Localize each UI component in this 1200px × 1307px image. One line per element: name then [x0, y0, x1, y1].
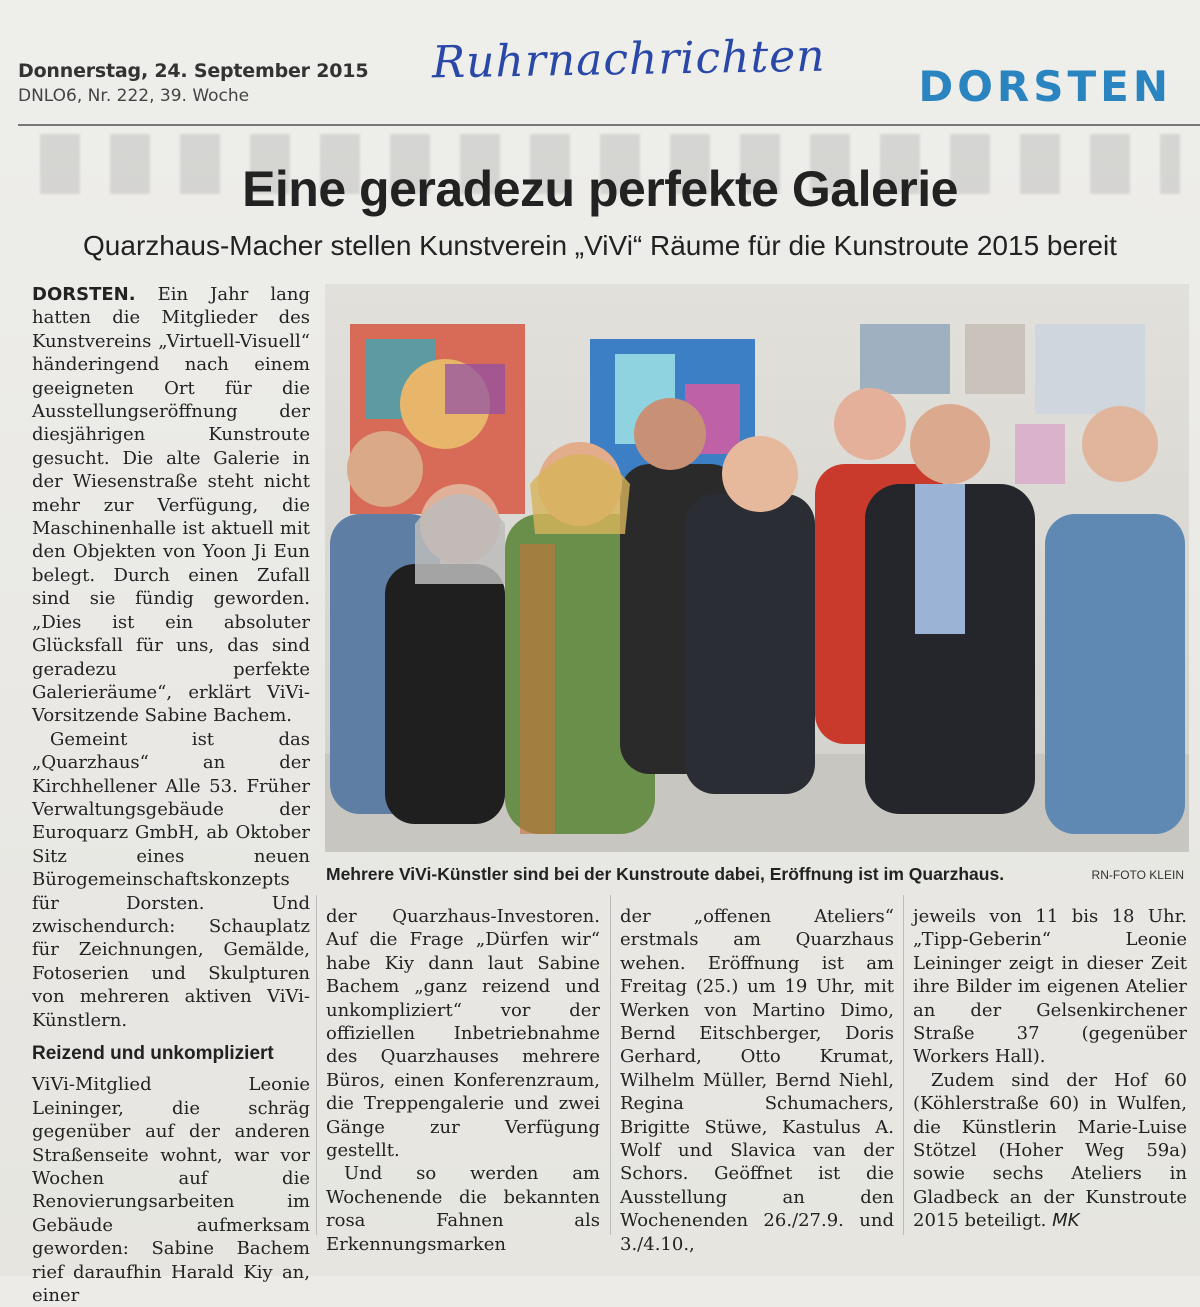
dateline: DORSTEN. — [32, 284, 136, 305]
handwritten-note: Ruhrnachrichten — [431, 30, 826, 89]
issue-date: Donnerstag, 24. September 2015 — [18, 60, 369, 82]
paragraph: der Quarzhaus-Investoren. Auf die Frage „Dürfen wir“ habe Kiy dann laut Sabine Bachem „ganz reizend und unkompliziert“ vor der offiziellen Inbetriebnahme des Quarzhauses mehrere Büros, einen Konferenzraum, die Treppengalerie und zwei Gänge zur Verfügung gestellt. — [326, 906, 600, 1162]
text-column-4 — [913, 905, 1187, 1233]
paragraph: Zudem sind der Hof 60 (Köhlerstraße 60) in Wulfen, die Künstlerin Marie-Luise Stötzel (Hoher Weg 59a) sowie sechs Ateliers in Gladbeck an der Kunstroute 2015 beteiligt. — [913, 1069, 1187, 1232]
column-divider — [903, 895, 904, 1235]
author-signature: MK — [1052, 1210, 1080, 1232]
paragraph: der „offenen Ateliers“ erstmals am Quarzhaus wehen. Eröffnung ist am Freitag (25.) um 19 Uhr, mit Werken von Martino Dimo, Bernd Eitschberger, Doris Gerhard, Otto Krumat, Wilhelm Müller, Bernd Niehl, Regina Schumachers, Brigitte Stüwe, Kastulus A. Wolf und Slavica van der Schors. Geöffnet ist die Ausstellung an den Wochenenden 26./27.9. und 3./4.10., — [620, 906, 894, 1255]
text-column-2 — [326, 905, 600, 1256]
photo-credit: RN-FOTO KLEIN — [1091, 868, 1184, 882]
article-subheading: Reizend und unkompliziert — [32, 1043, 274, 1064]
paragraph: Gemeint ist das „Quarzhaus“ an der Kirchhellener Alle 53. Früher Verwaltungsgebäude der Euroquarz GmbH, ab Oktober Sitz eines neuen Bürogemeinschaftskonzepts für Dorsten. Und zwischendurch: Schauplatz für Zeichnungen, Gemälde, Fotoserien und Skulpturen von mehreren aktiven ViVi-Künstlern. — [32, 728, 310, 1031]
paragraph: Ein Jahr lang hatten die Mitglieder des Kunstvereins „Virtuell-Visuell“ händeringend nach einem geeigneten Ort für die Ausstellungseröffnung der diesjährigen Kunstroute gesucht. Die alte Galerie in der Wiesenstraße steht nicht mehr zur Verfügung, die Maschinenhalle ist aktuell mit den Objekten von Yoon Ji Eun belegt. Durch einen Zufall sind sie fündig geworden. „Dies ist ein absoluter Glücksfall für uns, das sind geradezu perfekte Galerieräume“, erklärt ViVi-Vorsitzende Sabine Bachem. — [32, 284, 310, 727]
text-column-1 — [32, 283, 310, 1307]
paragraph: ViVi-Mitglied Leonie Leininger, die schräg gegenüber auf der anderen Straßenseite wohnt, war vor Wochen auf die Renovierungsarbeiten im Gebäude aufmerksam geworden: Sabine Bachem rief daraufhin Harald Kiy an, einer — [32, 1074, 310, 1307]
column-divider — [316, 895, 317, 1235]
group-photo — [325, 284, 1189, 852]
paragraph: Und so werden am Wochenende die bekannten rosa Fahnen als Erkennungsmarken — [326, 1163, 600, 1255]
article-subheadline: Quarzhaus-Macher stellen Kunstverein „ViVi“ Räume für die Kunstroute 2015 bereit — [83, 230, 1117, 261]
paragraph: jeweils von 11 bis 18 Uhr. „Tipp-Geberin“ Leonie Leininger zeigt in dieser Zeit ihre Bilder im eigenen Atelier an der Gelsenkirchener Straße 37 (gegenüber Workers Hall). — [913, 906, 1187, 1068]
photo-illustration — [325, 284, 1189, 852]
issue-meta: DNLO6, Nr. 222, 39. Woche — [18, 86, 250, 106]
text-column-3 — [620, 905, 894, 1256]
column-divider — [610, 895, 611, 1235]
section-title: DORSTEN — [918, 62, 1172, 111]
header-rule — [18, 124, 1200, 126]
article-headline: Eine geradezu perfekte Galerie — [242, 161, 958, 217]
photo-caption: Mehrere ViVi-Künstler sind bei der Kunstroute dabei, Eröffnung ist im Quarzhaus. — [326, 864, 1005, 884]
